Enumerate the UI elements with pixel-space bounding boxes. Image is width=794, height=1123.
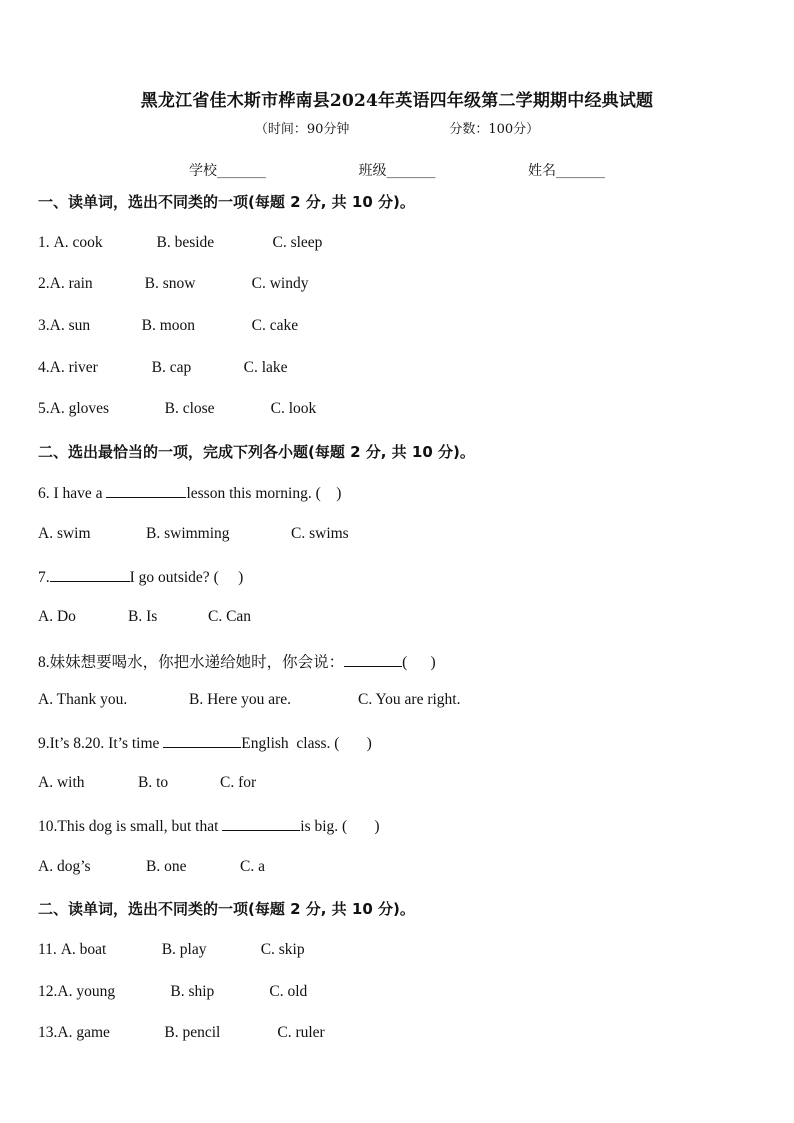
option-a: A. dog’s: [38, 858, 91, 875]
option-c: C. old: [269, 983, 308, 1000]
school-field: 学校_______: [189, 163, 267, 179]
page-title: 黑龙江省佳木斯市桦南县2024年英语四年级第二学期期中经典试题: [140, 91, 654, 111]
option-b: B. ship: [170, 983, 215, 1000]
option-a: A. Do: [38, 608, 76, 625]
option-b: B. one: [146, 858, 187, 875]
option-c: C. skip: [260, 941, 305, 958]
question-stem: 10.This dog is small, but that: [38, 818, 223, 835]
question-6: [38, 483, 341, 503]
question-number: 3.: [38, 317, 50, 334]
section-heading-1: 一、读单词，选出不同类的一项(每题 2 分, 共 10 分)。: [38, 193, 415, 211]
question-5: [38, 400, 316, 418]
answer-blank: [163, 733, 241, 748]
question-stem: 6. I have a: [38, 485, 107, 502]
option-c: C. for: [220, 774, 257, 791]
option-a: A. cook: [53, 234, 103, 251]
question-number: 1.: [38, 234, 54, 251]
question-stem-end: I go outside? ( ): [129, 569, 244, 586]
option-a: A. game: [57, 1024, 110, 1041]
question-7: [38, 567, 243, 587]
option-b: B. close: [164, 400, 215, 417]
option-b: B. moon: [141, 317, 196, 334]
option-c: C. look: [270, 400, 317, 417]
option-c: C. You are right.: [358, 691, 461, 708]
question-number: 2.: [38, 275, 50, 292]
question-1: [38, 234, 322, 252]
question-stem-end: is big. ( ): [300, 818, 380, 835]
option-c: C. windy: [251, 275, 309, 292]
option-b: B. pencil: [164, 1024, 221, 1041]
question-13: [38, 1024, 325, 1042]
question-stem: 7.: [38, 569, 50, 586]
option-c: C. a: [240, 858, 265, 875]
question-10: [38, 816, 380, 836]
option-b: B. snow: [144, 275, 196, 292]
option-a: A. river: [49, 359, 98, 376]
option-c: C. lake: [243, 359, 288, 376]
answer-blank: [222, 816, 300, 831]
option-a: A. Thank you.: [38, 691, 128, 708]
class-field: 班级_______: [358, 163, 436, 179]
exam-meta: [0, 118, 794, 137]
question-stem: 8.妹妹想要喝水，你把水递给她时，你会说：: [38, 654, 345, 671]
question-6-options: [38, 525, 349, 543]
question-9-options: [38, 774, 256, 792]
question-number: 11.: [38, 941, 61, 958]
time-label: （时间：90分钟: [254, 122, 350, 137]
option-c: C. sleep: [272, 234, 323, 251]
option-b: B. Is: [128, 608, 158, 625]
option-a: A. sun: [49, 317, 91, 334]
option-a: A. swim: [38, 525, 91, 542]
question-2: [38, 275, 308, 293]
question-number: 12.: [38, 983, 58, 1000]
option-c: C. cake: [251, 317, 299, 334]
question-4: [38, 359, 288, 377]
option-c: C. swims: [291, 525, 349, 542]
question-8: [38, 650, 436, 672]
section-heading-3: 二、读单词，选出不同类的一项(每题 2 分, 共 10 分)。: [38, 900, 415, 918]
question-number: 13.: [38, 1024, 58, 1041]
option-b: B. to: [138, 774, 169, 791]
name-field: 姓名_______: [527, 163, 605, 179]
question-8-options: [38, 691, 460, 709]
question-number: 4.: [38, 359, 50, 376]
score-label: 分数：100分）: [449, 122, 540, 137]
question-11: [38, 941, 305, 959]
question-stem: 9.It’s 8.20. It’s time: [38, 735, 164, 752]
question-12: [38, 983, 307, 1001]
option-b: B. swimming: [146, 525, 230, 542]
answer-blank: [344, 652, 402, 667]
question-number: 5.: [38, 400, 50, 417]
section-heading-2: 二、选出最恰当的一项，完成下列各小题(每题 2 分, 共 10 分)。: [38, 443, 475, 461]
option-c: C. ruler: [277, 1024, 325, 1041]
option-a: A. gloves: [49, 400, 110, 417]
question-stem-end: ( ): [402, 654, 436, 671]
option-b: B. cap: [151, 359, 192, 376]
option-b: B. Here you are.: [189, 691, 291, 708]
option-b: B. play: [161, 941, 207, 958]
option-b: B. beside: [156, 234, 215, 251]
option-a: A. boat: [60, 941, 107, 958]
student-info: [0, 160, 794, 180]
answer-blank: [50, 567, 130, 582]
answer-blank: [106, 483, 186, 498]
question-stem-end: English class. ( ): [241, 735, 372, 752]
question-stem-end: lesson this morning. ( ): [186, 485, 342, 502]
question-7-options: [38, 608, 251, 626]
question-9: [38, 733, 372, 753]
option-a: A. rain: [49, 275, 93, 292]
option-a: A. young: [57, 983, 116, 1000]
option-a: A. with: [38, 774, 85, 791]
option-c: C. Can: [208, 608, 252, 625]
question-3: [38, 317, 298, 335]
question-10-options: [38, 858, 265, 876]
